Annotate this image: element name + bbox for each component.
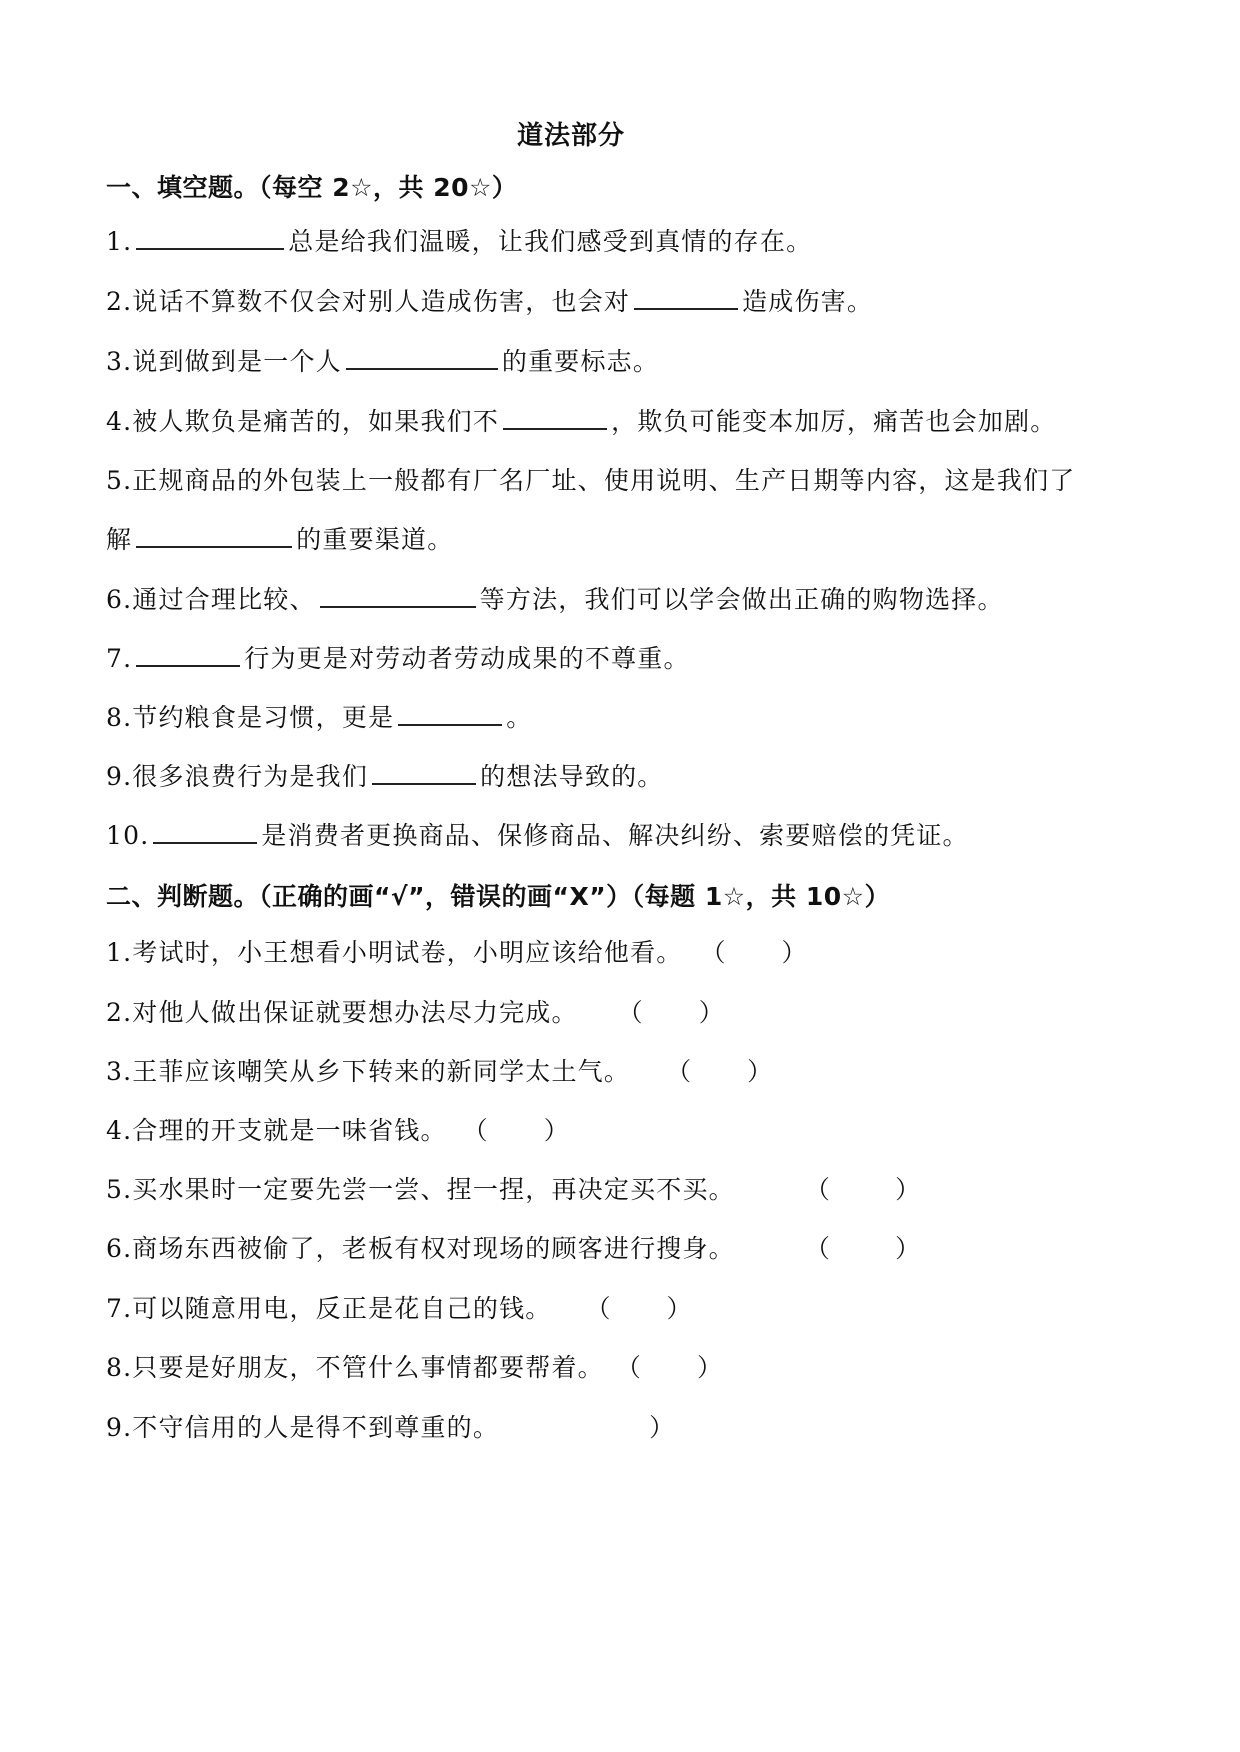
answer-blank[interactable] <box>136 524 292 548</box>
question-number: 7. <box>106 644 133 673</box>
question-number: 5. <box>106 466 133 495</box>
question-text: 商场东西被偷了，老板有权对现场的顾客进行搜身。 <box>132 1234 735 1263</box>
fill-in-question <box>106 286 873 318</box>
true-false-question <box>106 997 725 1029</box>
answer-blank[interactable] <box>346 346 498 370</box>
question-number: 6. <box>106 1234 133 1263</box>
fill-in-question <box>106 226 812 258</box>
answer-parentheses[interactable]: （ ） <box>615 1353 724 1382</box>
answer-parentheses[interactable]: （ ） <box>585 1294 693 1323</box>
question-text-before: 节约粮食是习惯，更是 <box>132 703 395 732</box>
question-number: 10. <box>106 821 150 850</box>
fill-in-question <box>106 465 1075 497</box>
answer-blank[interactable] <box>398 702 502 726</box>
true-false-question <box>106 1233 921 1265</box>
fill-in-question <box>106 643 690 675</box>
question-text: 考试时，小王想看小明试卷，小明应该给他看。 <box>132 938 683 967</box>
answer-blank[interactable] <box>136 226 284 250</box>
question-text-before: 正规商品的外包装上一般都有厂名厂址、使用说明、生产日期等内容，这是我们了 <box>132 466 1076 495</box>
question-text-before: 被人欺负是痛苦的，如果我们不 <box>132 407 500 436</box>
question-number: 6. <box>106 585 133 614</box>
fill-in-question <box>106 584 1004 616</box>
answer-blank[interactable] <box>503 406 607 430</box>
answer-blank[interactable] <box>372 761 476 785</box>
question-text-before: 很多浪费行为是我们 <box>132 762 369 791</box>
question-text-after: 总是给我们温暖，让我们感受到真情的存在。 <box>288 227 813 256</box>
question-number: 3. <box>106 347 133 376</box>
answer-parentheses[interactable]: （ ） <box>666 1057 774 1086</box>
question-text-before: 通过合理比较、 <box>132 585 316 614</box>
answer-blank[interactable] <box>136 643 240 667</box>
question-text: 可以随意用电，反正是花自己的钱。 <box>132 1294 552 1323</box>
answer-parentheses[interactable]: （ ） <box>617 998 725 1027</box>
true-false-question <box>106 1352 723 1384</box>
question-text-after: 的想法导致的。 <box>480 762 664 791</box>
question-number: 9. <box>106 1413 133 1442</box>
question-number: 4. <box>106 1116 133 1145</box>
fill-in-question <box>106 820 969 852</box>
answer-parentheses[interactable]: （ ） <box>804 1175 922 1204</box>
question-text: 合理的开支就是一味省钱。 <box>132 1116 447 1145</box>
question-text-before: 说话不算数不仅会对别人造成伤害，也会对 <box>132 287 631 316</box>
answer-parentheses[interactable]: （ ） <box>462 1116 570 1145</box>
question-text-before: 解 <box>106 525 133 554</box>
fill-in-question <box>106 702 532 734</box>
answer-parentheses[interactable]: （ ） <box>700 938 808 967</box>
true-false-question <box>106 1293 693 1325</box>
answer-parentheses[interactable]: （ ） <box>804 1234 922 1263</box>
question-number: 7. <box>106 1294 133 1323</box>
fill-in-question <box>106 346 659 378</box>
true-false-question <box>106 1056 773 1088</box>
question-number: 8. <box>106 1353 133 1382</box>
section-heading-fill-in: 一、填空题。（每空 2☆，共 20☆） <box>106 173 518 202</box>
answer-parentheses[interactable]: ） <box>649 1413 676 1442</box>
fill-in-question <box>106 524 453 556</box>
answer-blank[interactable] <box>320 584 476 608</box>
question-text: 王菲应该嘲笑从乡下转来的新同学太土气。 <box>132 1057 631 1086</box>
answer-blank[interactable] <box>634 286 738 310</box>
question-text-after: ，欺负可能变本加厉，痛苦也会加剧。 <box>611 407 1057 436</box>
question-text-after: 行为更是对劳动者劳动成果的不尊重。 <box>244 644 690 673</box>
true-false-question <box>106 1115 570 1147</box>
true-false-question <box>106 1174 921 1206</box>
question-number: 2. <box>106 287 133 316</box>
question-text-after: 是消费者更换商品、保修商品、解决纠纷、索要赔偿的凭证。 <box>261 821 969 850</box>
question-text: 对他人做出保证就要想办法尽力完成。 <box>132 998 578 1027</box>
question-number: 4. <box>106 407 133 436</box>
page-title: 道法部分 <box>516 121 625 151</box>
question-number: 5. <box>106 1175 133 1204</box>
fill-in-question <box>106 761 663 793</box>
question-text-after: 等方法，我们可以学会做出正确的购物选择。 <box>479 585 1004 614</box>
question-text-after: 的重要标志。 <box>501 347 660 376</box>
question-text: 买水果时一定要先尝一尝、捏一捏，再决定买不买。 <box>132 1175 735 1204</box>
fill-in-question <box>106 406 1056 438</box>
question-number: 8. <box>106 703 133 732</box>
true-false-question <box>106 937 808 969</box>
section-heading-true-false: 二、判断题。（正确的画“√”，错误的画“X”）（每题 1☆，共 10☆） <box>106 882 891 911</box>
question-text: 只要是好朋友，不管什么事情都要帮着。 <box>132 1353 604 1382</box>
answer-blank[interactable] <box>153 820 257 844</box>
question-text-after: 的重要渠道。 <box>296 525 454 554</box>
question-number: 1. <box>106 938 133 967</box>
question-number: 3. <box>106 1057 133 1086</box>
question-text: 不守信用的人是得不到尊重的。 <box>132 1413 500 1442</box>
question-number: 2. <box>106 998 133 1027</box>
true-false-question <box>106 1412 675 1444</box>
question-number: 9. <box>106 762 133 791</box>
question-text-after: 造成伤害。 <box>742 287 874 316</box>
question-number: 1. <box>106 227 133 256</box>
question-text-after: 。 <box>506 703 533 732</box>
question-text-before: 说到做到是一个人 <box>132 347 342 376</box>
